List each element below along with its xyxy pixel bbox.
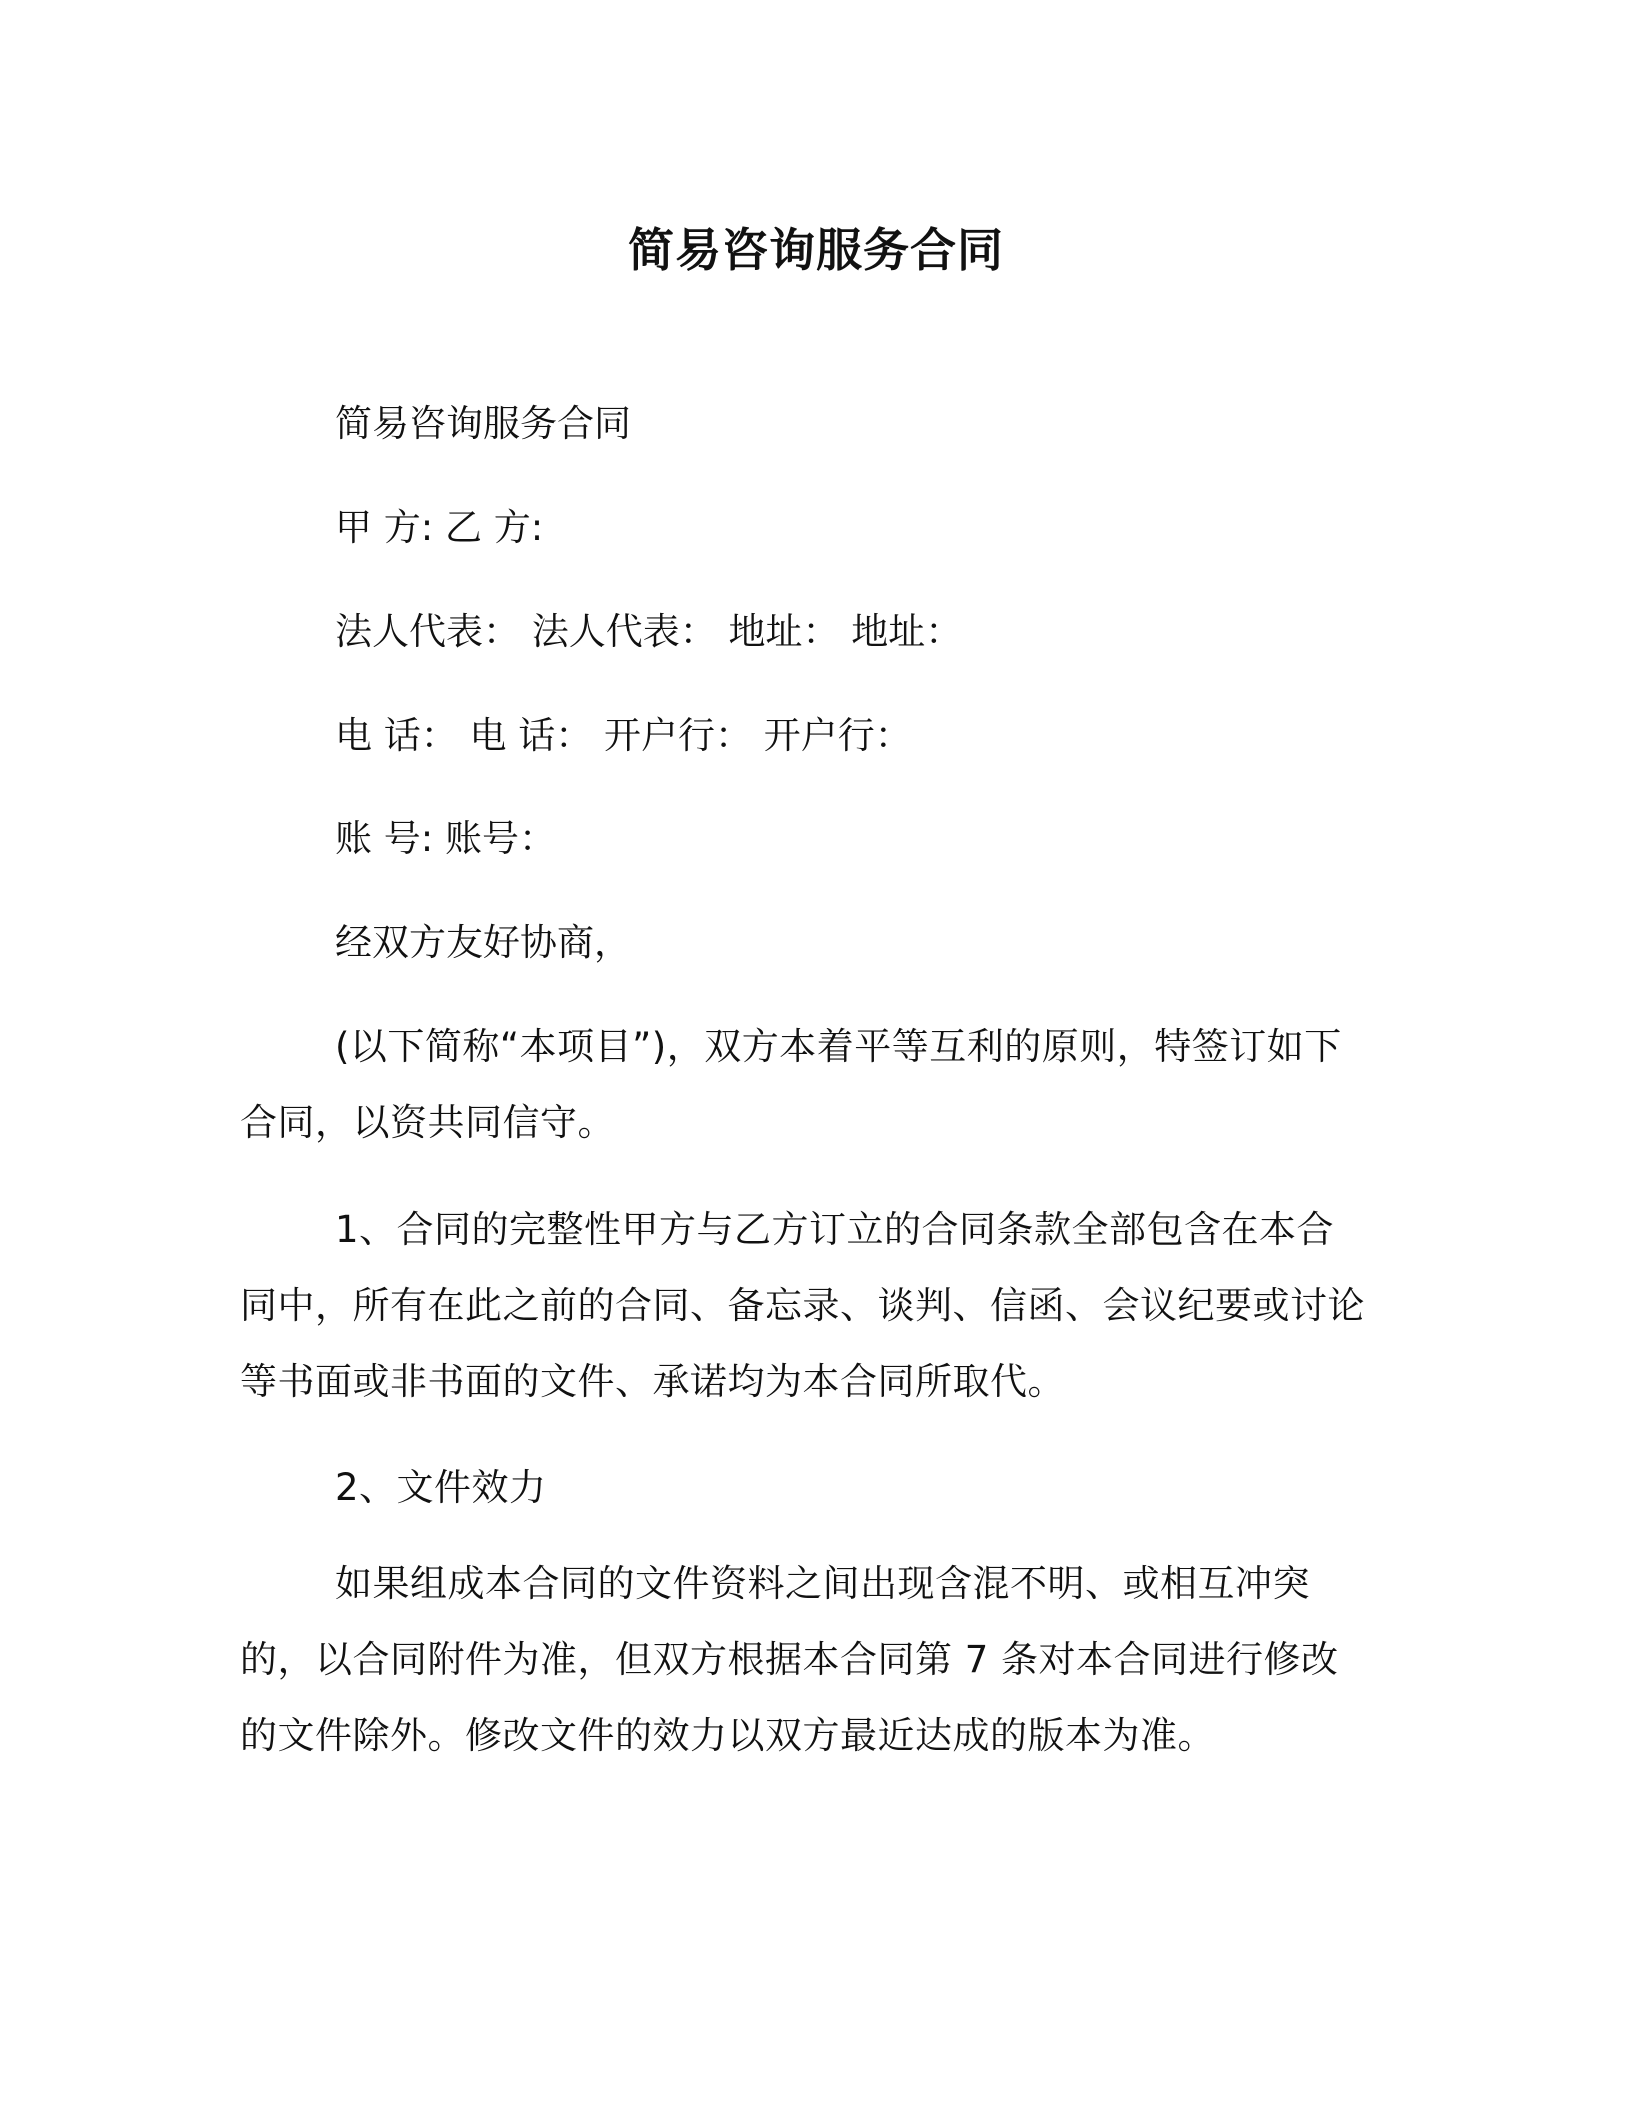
party-line: 甲 方: 乙 方: — [335, 506, 544, 549]
clause-2-paragraph: 如果组成本合同的文件资料之间出现含混不明、或相互冲突的，以合同附件为准，但双方根据本合同第 7 条对本合同进行修改的文件除外。修改文件的效力以双方最近达成的版本为准。 — [240, 1562, 1339, 1757]
legal-rep-address-line: 法人代表： 法人代表： 地址： 地址： — [335, 610, 963, 653]
project-paragraph: (以下简称“本项目”)，双方本着平等互利的原则，特签订如下合同，以资共同信守。 — [240, 1025, 1342, 1144]
negotiation-line: 经双方友好协商， — [335, 921, 631, 964]
document-title: 简易咨询服务合同 — [628, 223, 1004, 277]
subtitle-line: 简易咨询服务合同 — [335, 402, 631, 445]
clause-1-paragraph: 1、合同的完整性甲方与乙方订立的合同条款全部包含在本合同中，所有在此之前的合同、备忘录、谈判、信函、会议纪要或讨论等书面或非书面的文件、承诺均为本合同所取代。 — [240, 1208, 1365, 1403]
account-line: 账 号: 账号： — [335, 817, 556, 860]
clause-2-heading: 2、文件效力 — [335, 1466, 547, 1509]
phone-bank-line: 电 话： 电 话： 开户行： 开户行： — [335, 714, 912, 757]
